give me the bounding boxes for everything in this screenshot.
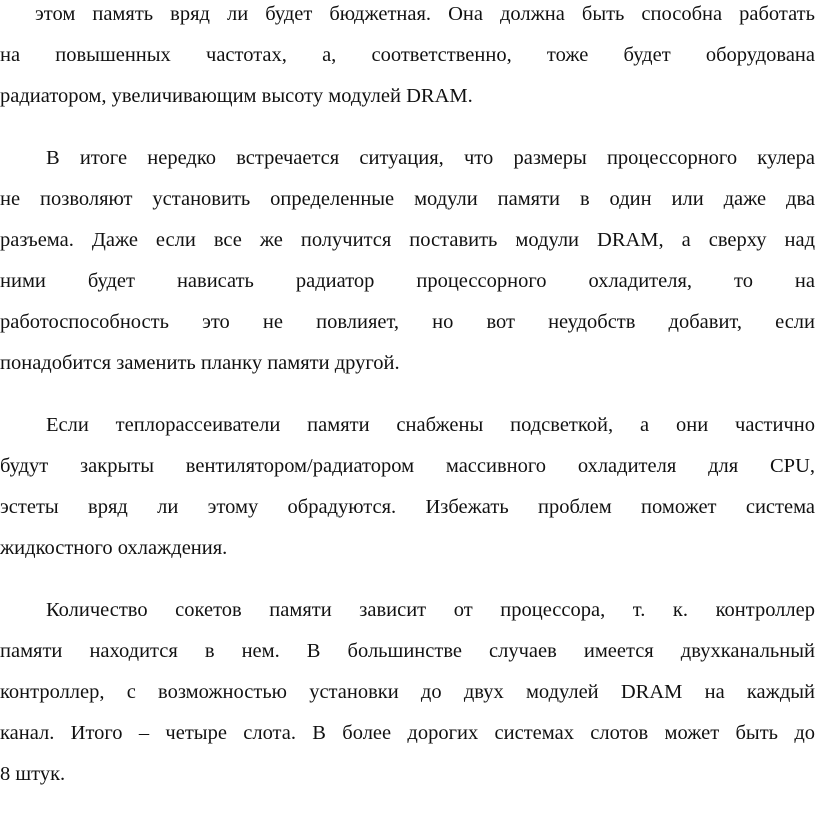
text-line: Количество сокетов памяти зависит от процессора, т. к. контроллер	[46, 599, 815, 621]
text-line: понадобится заменить планку памяти другой.	[0, 352, 400, 374]
text-line: разъема. Даже если все же получится поставить модули DRAM, а сверху над	[0, 229, 815, 251]
text-line: канал. Итого – четыре слота. В более дорогих системах слотов может быть до	[0, 722, 815, 744]
text-line: ними будет нависать радиатор процессорного охладителя, то на	[0, 270, 815, 292]
text-line: В итоге нередко встречается ситуация, что размеры процессорного кулера	[46, 147, 815, 169]
paragraph-3	[0, 405, 815, 569]
text-line: 8 штук.	[0, 763, 66, 785]
text-line: работоспособность это не повлияет, но вот неудобств добавит, если	[0, 311, 815, 333]
text-line: этом память вряд ли будет бюджетная. Она должна быть способна работать	[35, 3, 815, 25]
text-line: радиатором, увеличивающим высоту модулей DRAM.	[0, 85, 473, 107]
paragraph-4	[0, 590, 815, 795]
text-line: будут закрыты вентилятором/радиатором массивного охладителя для CPU,	[0, 455, 815, 477]
paragraph-1	[0, 0, 815, 117]
paragraph-2	[0, 138, 815, 384]
text-line: Если теплорассеиватели памяти снабжены подсветкой, а они частично	[46, 414, 815, 436]
text-line: жидкостного охлаждения.	[0, 537, 228, 559]
text-line: эстеты вряд ли этому обрадуются. Избежать проблем поможет система	[0, 496, 815, 518]
text-line: на повышенных частотах, а, соответственно, тоже будет оборудована	[0, 44, 815, 66]
text-line: контроллер, с возможностью установки до двух модулей DRAM на каждый	[0, 681, 815, 703]
text-line: не позволяют установить определенные модули памяти в один или даже два	[0, 188, 815, 210]
text-line: памяти находится в нем. В большинстве случаев имеется двухканальный	[0, 640, 815, 662]
